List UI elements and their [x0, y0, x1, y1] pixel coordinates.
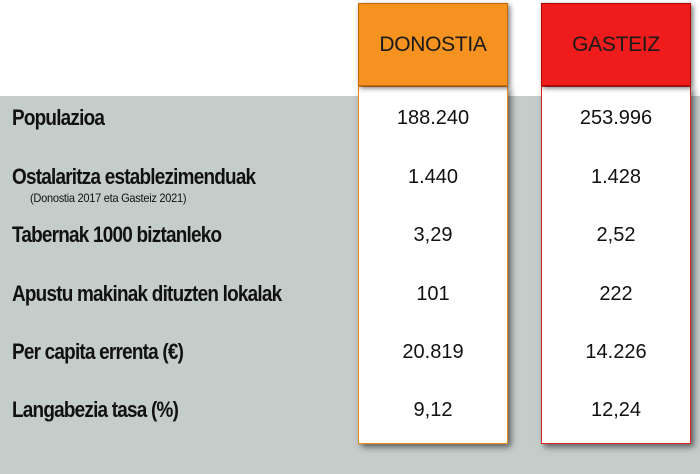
- table-cell: 14.226: [585, 341, 647, 363]
- row-note: (Donostia 2017 eta Gasteiz 2021): [30, 191, 187, 205]
- row-label: Tabernak 1000 biztanleko: [12, 222, 222, 247]
- table-cell: 1.440: [407, 166, 459, 188]
- table-cell: 1.428: [590, 166, 642, 188]
- table-cell: 20.819: [402, 341, 464, 363]
- table-cell: 222: [599, 283, 633, 305]
- table-cell: 12,24: [590, 399, 642, 421]
- row-label: Populazioa: [12, 105, 105, 130]
- donostia-column-header: DONOSTIA: [358, 3, 508, 86]
- donostia-column-body: [358, 86, 508, 444]
- row-label: Ostalaritza establezimenduak: [12, 164, 256, 189]
- row-label: Per capita errenta (€): [12, 339, 184, 364]
- table-cell: 253.996: [579, 107, 653, 129]
- table-cell: 2,52: [596, 224, 636, 246]
- row-label: Langabezia tasa (%): [12, 397, 179, 422]
- table-cell: 3,29: [413, 224, 453, 246]
- gasteiz-column-header: GASTEIZ: [541, 3, 691, 86]
- table-cell: 101: [416, 283, 450, 305]
- gasteiz-column-body: [541, 86, 691, 444]
- table-cell: 188.240: [396, 107, 470, 129]
- row-label: Apustu makinak dituzten lokalak: [12, 281, 282, 306]
- table-cell: 9,12: [413, 399, 453, 421]
